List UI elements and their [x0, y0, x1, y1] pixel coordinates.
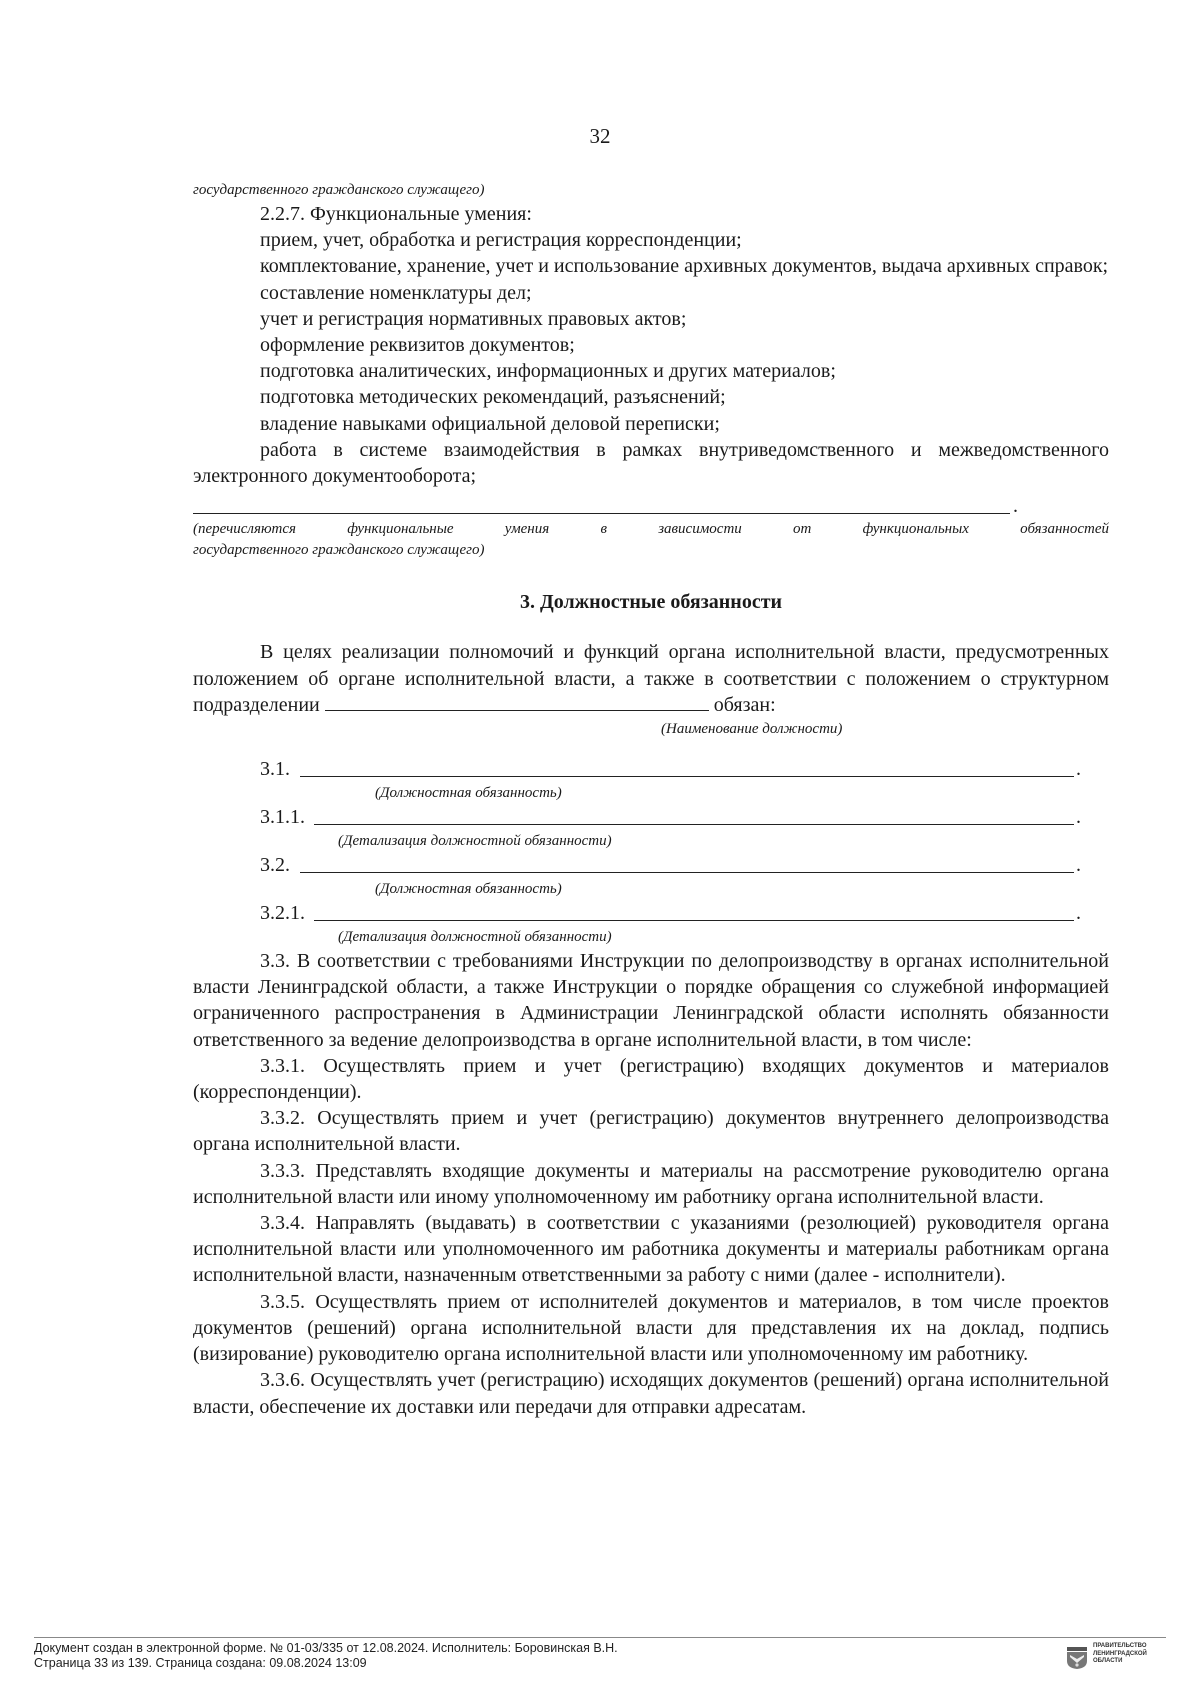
skill-item: оформление реквизитов документов;: [260, 334, 575, 357]
skills-note-line1: (перечисляются функциональные умения в зависимости от функциональных обязанностей: [193, 521, 1109, 538]
paragraph-3-3-5: 3.3.5. Осуществлять прием от исполнителей документов и материалов, в том числе проектов документов (решений) органа исполнительной власти для представления их на доклад, подпись (визирование) руководителю органа исполнительной власти или уполномоченному им работнику.: [193, 1290, 1109, 1366]
duty-underline: [314, 824, 1074, 825]
blank-line-end: .: [1013, 495, 1018, 518]
page-number: 32: [589, 124, 611, 148]
footer-divider: [34, 1637, 1166, 1638]
paragraph-3-3-2: 3.3.2. Осуществлять прием и учет (регистрацию) документов внутреннего делопроизводства органа исполнительной власти.: [193, 1107, 1109, 1156]
org-logo-line: ПРАВИТЕЛЬСТВО: [1093, 1643, 1147, 1649]
paragraph-3-3-4: 3.3.4. Направлять (выдавать) в соответствии с указаниями (резолюцией) руководителя органа исполнительной власти или уполномоченного им работника документы и материалы работникам органа исполнительной власти, назначенным ответственными за работу с ними (далее - исполнители).: [193, 1212, 1109, 1287]
skill-item: составление номенклатуры дел;: [260, 281, 532, 304]
duty-number: 3.1.1.: [260, 806, 305, 829]
skill-item: владение навыками официальной деловой переписки;: [260, 412, 720, 435]
skill-item: подготовка аналитических, информационных и других материалов;: [260, 360, 836, 383]
paragraph-3-3: 3.3. В соответствии с требованиями Инструкции по делопроизводству в органах исполнительной власти Ленинградской области, а также Инструкции о порядке обращения со служебной информацией ограниченного распространения в Администрации Ленинградской области исполнять обязанности ответственного за ведение делопроизводства в органе исполнительной власти, в том числе:: [193, 950, 1109, 1051]
duty-caption: (Детализация должностной обязанности): [338, 833, 612, 850]
duty-row: [193, 852, 1109, 878]
footer-metadata: [34, 1641, 618, 1671]
skill-item: комплектование, хранение, учет и использование архивных документов, выдача архивных справок;: [260, 255, 1109, 278]
org-logo-line: ОБЛАСТИ: [1093, 1658, 1123, 1664]
position-fillin: [325, 710, 709, 711]
skill-item: прием, учет, обработка и регистрация корреспонденции;: [260, 229, 742, 252]
blank-underline: [193, 513, 1010, 514]
position-caption: (Наименование должности): [661, 721, 843, 738]
skill-item: работа в системе взаимодействия в рамках внутриведомственного и межведомственного электронного документооборота;: [193, 438, 1109, 488]
duty-underline: [300, 872, 1074, 873]
duty-row: [193, 900, 1109, 926]
duty-line-end: .: [1076, 758, 1081, 781]
duty-underline: [300, 776, 1074, 777]
footer-line1: Документ создан в электронной форме. № 01-03/335 от 12.08.2024. Исполнитель: Боровинская В.Н.: [34, 1641, 618, 1655]
duty-line-end: .: [1076, 806, 1081, 829]
section-intro-text: В целях реализации полномочий и функций органа исполнительной власти, предусмотренных положением об органе исполнительной власти, а также в соответствии с положением о структурном подразделении: [193, 641, 1109, 716]
section-intro-end: обязан:: [708, 693, 776, 716]
paragraph-3-3-1: 3.3.1. Осуществлять прием и учет (регистрацию) входящих документов и материалов (корреспонденции).: [193, 1054, 1109, 1104]
duty-number: 3.1.: [260, 758, 290, 781]
duty-number: 3.2.: [260, 854, 290, 877]
duty-caption: (Детализация должностной обязанности): [338, 929, 612, 946]
section-title: 3. Должностные обязанности: [519, 591, 783, 614]
coat-of-arms-icon: [1066, 1646, 1088, 1670]
duty-line-end: .: [1076, 854, 1081, 877]
document-body: [193, 180, 1109, 1420]
org-logo-line: ЛЕНИНГРАДСКОЙ: [1093, 1650, 1147, 1657]
duty-caption: (Должностная обязанность): [375, 785, 562, 802]
section-intro: [193, 639, 1109, 718]
footer-line2: Страница 33 из 139. Страница создана: 09.08.2024 13:09: [34, 1656, 367, 1670]
duty-row: [193, 756, 1109, 782]
skill-item: подготовка методических рекомендаций, разъяснений;: [260, 386, 726, 409]
duty-caption: (Должностная обязанность): [375, 881, 562, 898]
skills-blank-line: [193, 495, 1109, 517]
intro-fragment: государственного гражданского служащего): [193, 182, 485, 198]
duty-underline: [314, 920, 1074, 921]
skill-item: учет и регистрация нормативных правовых актов;: [260, 307, 687, 330]
duty-number: 3.2.1.: [260, 902, 305, 925]
paragraph-3-3-6: 3.3.6. Осуществлять учет (регистрацию) исходящих документов (решений) органа исполнительной власти, обеспечение их доставки или передачи для отправки адресатам.: [193, 1369, 1109, 1418]
org-logo-text: [1093, 1643, 1147, 1666]
skills-heading: 2.2.7. Функциональные умения:: [260, 203, 532, 225]
paragraph-3-3-3: 3.3.3. Представлять входящие документы и материалы на рассмотрение руководителю органа исполнительной власти или иному уполномоченному им работнику органа исполнительной власти.: [193, 1159, 1109, 1208]
duty-line-end: .: [1076, 902, 1081, 925]
duty-row: [193, 804, 1109, 830]
skills-note-line2: государственного гражданского служащего): [193, 542, 485, 559]
